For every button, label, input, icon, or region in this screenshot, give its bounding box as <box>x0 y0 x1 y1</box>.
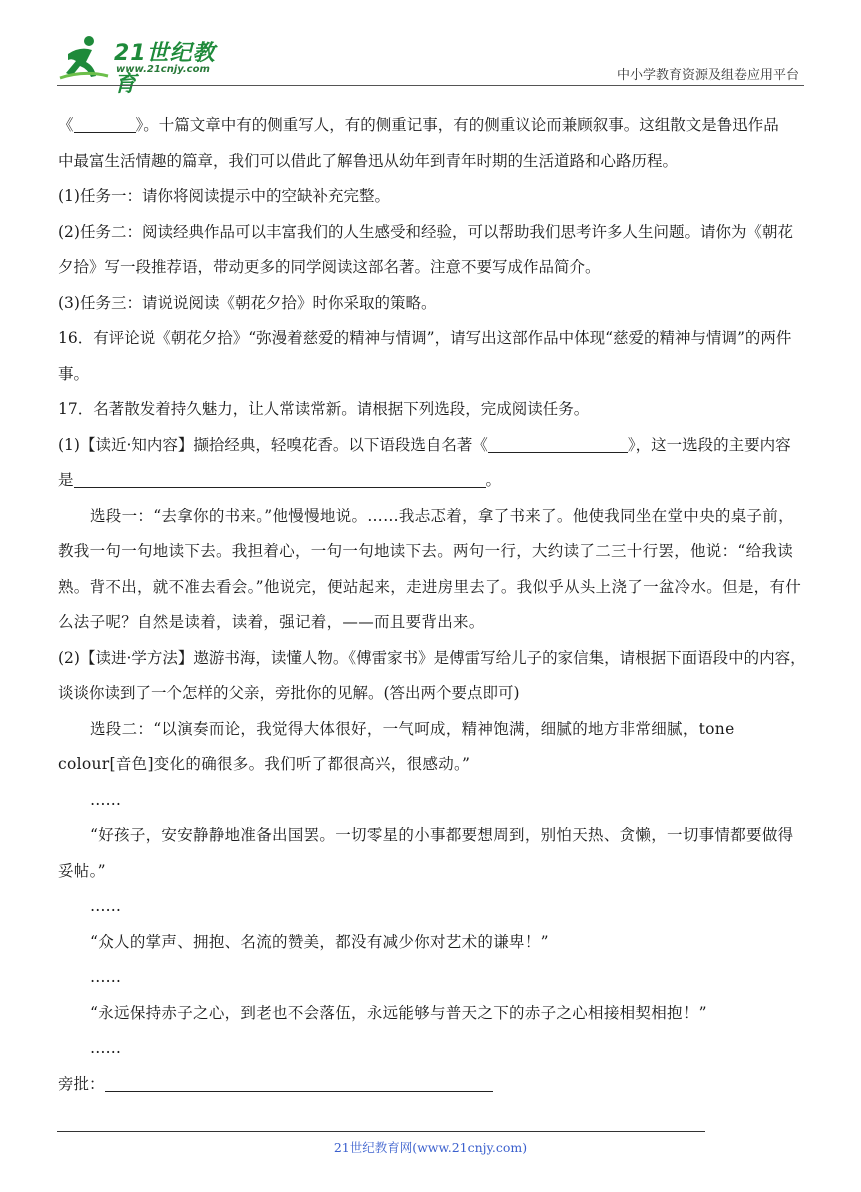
platform-title: 中小学教育资源及组卷应用平台 <box>616 68 799 83</box>
logo <box>58 34 238 97</box>
ellipsis: …… <box>90 897 121 915</box>
ellipsis: …… <box>90 1039 121 1057</box>
footer-divider <box>57 1131 705 1132</box>
page-header <box>0 0 861 97</box>
task-1: (1)任务一：请你将阅读提示中的空缺补充完整。 <box>58 187 390 205</box>
fill-blank[interactable] <box>74 114 136 133</box>
pangpi-blank[interactable] <box>105 1073 493 1092</box>
text-segment: 《 <box>58 116 74 134</box>
text-segment: 》，这一选段的主要内容 <box>627 435 791 454</box>
text-segment: 》。十篇文章中有的侧重写人，有的侧重记事，有的侧重议论而兼顾叙事。这组散文是鲁迅作品 <box>135 116 779 134</box>
footer-link[interactable]: 21世纪教育网(www.21cnjy.com) <box>333 1140 528 1155</box>
pangpi-label: 旁批： <box>58 1074 105 1093</box>
reading-tip-line: 中最富生活情趣的篇章，我们可以借此了解鲁迅从幼年到青年时期的生活道路和心路历程。 <box>58 151 679 170</box>
question-content <box>58 108 806 1102</box>
logo-text: 21世纪教育 <box>114 41 216 97</box>
text-segment: 是 <box>58 471 74 489</box>
header-divider <box>57 85 804 86</box>
question-17-2: (2)【读进·学方法】遨游书海，读懂人物。《傅雷家书》是傅雷写给儿子的家信集，请根据下面语段中的内容，谈谈你读到了一个怎样的父亲，旁批你的见解。(答出两个要点即可) <box>58 648 806 702</box>
text-segment: 。 <box>485 471 502 489</box>
main-content-blank[interactable] <box>74 469 486 488</box>
task-2: (2)任务二：阅读经典作品可以丰富我们的人生感受和经验，可以帮助我们思考许多人生问题。请你为《朝花夕拾》写一段推荐语，带动更多的同学阅读这部名著。注意不要写成作品简介。 <box>58 222 793 276</box>
excerpt-2: 选段二：“以演奏而论，我觉得大体很好，一气呵成，精神饱满，细腻的地方非常细腻，tone colour[音色]变化的确很多。我们听了都很高兴，很感动。” <box>58 719 735 773</box>
ellipsis: …… <box>90 968 121 986</box>
logo-url: www.21cnjy.com <box>116 64 210 75</box>
excerpt-2-para-c: “众人的掌声、拥抱、名流的赞美，都没有减少你对艺术的谦卑！” <box>90 932 549 951</box>
question-17: 17．名著散发着持久魅力，让人常读常新。请根据下列选段，完成阅读任务。 <box>58 400 590 418</box>
question-17-1 <box>58 428 806 499</box>
book-title-blank[interactable] <box>488 434 628 453</box>
reading-tip-continuation <box>58 108 806 144</box>
question-16: 16．有评论说《朝花夕拾》“弥漫着慈爱的精神与情调”，请写出这部作品中体现“慈爱的精神与情调”的两件事。 <box>58 329 792 383</box>
ellipsis: …… <box>90 790 121 809</box>
excerpt-1: 选段一：“去拿你的书来。”他慢慢地说。……我忐忑着，拿了书来了。他使我同坐在堂中央的桌子前，教我一句一句地读下去。我担着心，一句一句地读下去。两句一行，大约读了二三十行罢，他说：“给我读熟。背不出，就不准去看会。”他说完，便站起来，走进房里去了。我似乎从头上浇了一盆冷水。但是，有什么法子呢？自然是读着，读着，强记着，——而且要背出来。 <box>58 506 802 631</box>
excerpt-2-para-b: “好孩子，安安静静地准备出国罢。一切零星的小事都要想周到，别怕天热、贪懒，一切事情都要做得妥帖。” <box>58 826 794 880</box>
pangpi-answer-line <box>58 1067 806 1103</box>
runner-logo-icon <box>58 34 110 80</box>
text-segment: (1)【读近·知内容】撷拾经典，轻嗅花香。以下语段选自名著《 <box>58 435 488 454</box>
excerpt-2-para-d: “永远保持赤子之心，到老也不会落伍，永远能够与普天之下的赤子之心相接相契相抱！” <box>90 1003 707 1022</box>
task-3: (3)任务三：请说说阅读《朝花夕拾》时你采取的策略。 <box>58 293 437 312</box>
